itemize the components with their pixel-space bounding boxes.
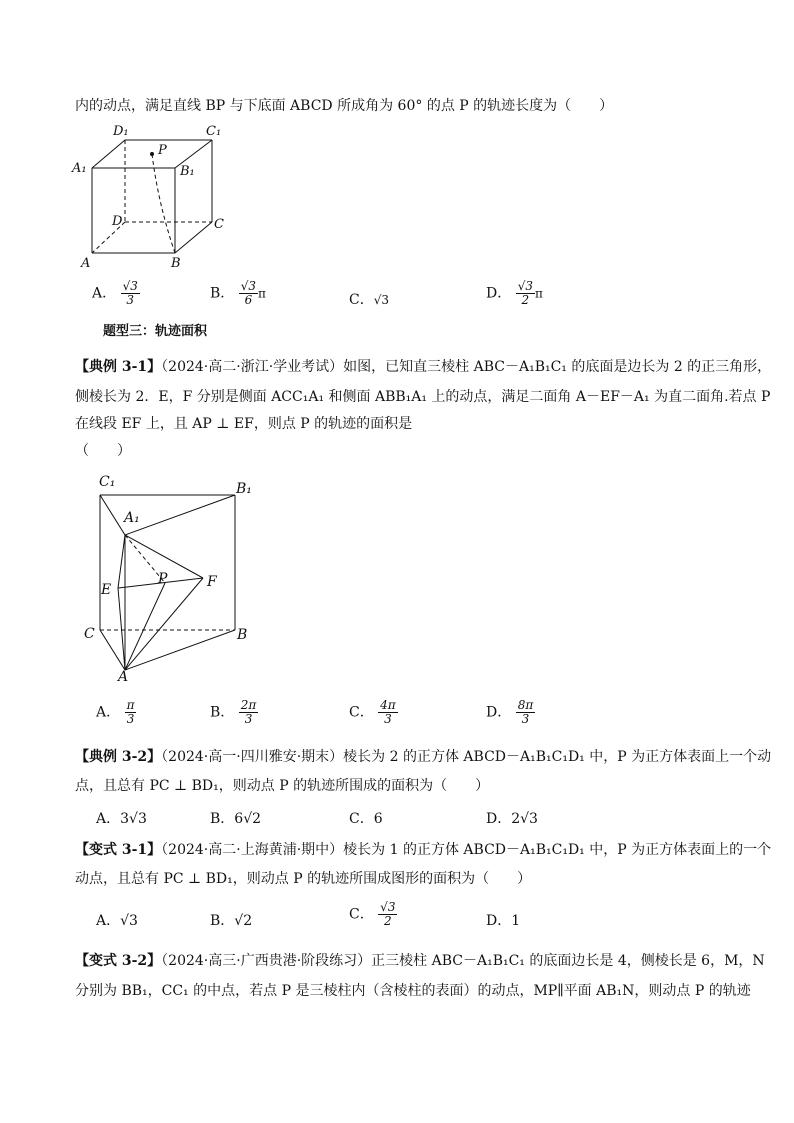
- prism-figure: [80, 470, 270, 685]
- variant-3-2-line1: 【变式 3-2】（2024·高三·广西贵港·阶段练习）正三棱柱 ABC－A₁B₁C₁ 的底面边长是 4，侧棱长是 6，M，N: [75, 953, 765, 969]
- label-prism-b1: B₁: [236, 481, 252, 497]
- label-c: C: [214, 217, 224, 232]
- label-prism-b: B: [237, 627, 248, 643]
- option-c[interactable]: C． $\frac{√3}{2}$: [349, 900, 396, 928]
- label-p: P: [158, 143, 167, 158]
- variant-3-2-line2: 分别为 BB₁，CC₁ 的中点，若点 P 是三棱柱内（含棱柱的表面）的动点，MP∥平面 AB₁N，则动点 P 的轨迹: [75, 983, 751, 999]
- option-d[interactable]: D． $\frac{√3}{2}$ π: [486, 279, 543, 307]
- option-c[interactable]: C． $\frac{4\pi}{3}$: [349, 698, 396, 726]
- variant-3-1-line2: 动点，且总有 PC ⊥ BD₁，则动点 P 的轨迹所围成图形的面积为（ ）: [75, 871, 532, 887]
- label-d: D: [112, 214, 123, 229]
- label-prism-p: P: [158, 571, 168, 587]
- option-a[interactable]: A． $\frac{√3}{3}$: [92, 279, 138, 307]
- option-b[interactable]: B． $\frac{2\pi}{3}$: [210, 698, 257, 726]
- label-a: A: [81, 256, 91, 271]
- option-a[interactable]: A．3√3: [96, 811, 147, 827]
- label-d1: D₁: [113, 124, 129, 139]
- example-3-2-line1: 【典例 3-2】（2024·高一·四川雅安·期末）棱长为 2 的正方体 ABCD－A₁B₁C₁D₁ 中，P 为正方体表面上一个动: [75, 749, 772, 765]
- example-3-1-line1: 【典例 3-1】（2024·高二·浙江·学业考试）如图，已知直三棱柱 ABC－A₁B₁C₁ 的底面是边长为 2 的正三角形，: [75, 359, 772, 375]
- label-b: B: [171, 256, 181, 271]
- label-b1: B₁: [180, 164, 195, 179]
- option-a[interactable]: A． $\frac{\pi}{3}$: [96, 698, 135, 726]
- example-3-1-line3: 在线段 EF 上，且 AP ⊥ EF，则点 P 的轨迹的面积是: [75, 416, 413, 432]
- label-prism-a1: A₁: [124, 510, 140, 526]
- option-c[interactable]: C．6: [349, 811, 383, 827]
- label-prism-f: F: [207, 574, 217, 590]
- example-3-2-line2: 点，且总有 PC ⊥ BD₁，则动点 P 的轨迹所围成的面积为（ ）: [75, 778, 490, 794]
- cube-figure: [70, 118, 240, 273]
- variant-3-1-line1: 【变式 3-1】（2024·高二·上海黄浦·期中）棱长为 1 的正方体 ABCD－A₁B₁C₁D₁ 中，P 为正方体表面上的一个: [75, 842, 772, 858]
- label-prism-e: E: [101, 582, 112, 598]
- option-d[interactable]: D．1: [486, 913, 521, 929]
- section-title: 题型三：轨迹面积: [103, 324, 208, 339]
- intro-question-line: 内的动点，满足直线 BP 与下底面 ABCD 所成角为 60° 的点 P 的轨迹长度为（ ）: [75, 98, 614, 114]
- option-b[interactable]: B． $\frac{√3}{6}$ π: [210, 279, 266, 307]
- option-a[interactable]: A．√3: [96, 913, 138, 929]
- option-b[interactable]: B．6√2: [210, 811, 262, 827]
- option-c[interactable]: C．√3: [349, 292, 389, 308]
- label-prism-c: C: [84, 626, 95, 642]
- option-d[interactable]: D． $\frac{8\pi}{3}$: [486, 698, 534, 726]
- example-3-1-line2: 侧棱长为 2．E，F 分别是侧面 ACC₁A₁ 和侧面 ABB₁A₁ 上的动点，满足二面角 A－EF－A₁ 为直二面角.若点 P: [75, 389, 771, 405]
- option-b[interactable]: B．√2: [210, 913, 253, 929]
- option-d[interactable]: D．2√3: [486, 811, 538, 827]
- label-a1: A₁: [72, 161, 87, 176]
- label-c1: C₁: [206, 124, 222, 139]
- example-3-1-line4: （ ）: [75, 443, 131, 459]
- label-prism-a: A: [118, 669, 129, 685]
- label-prism-c1: C₁: [99, 474, 116, 490]
